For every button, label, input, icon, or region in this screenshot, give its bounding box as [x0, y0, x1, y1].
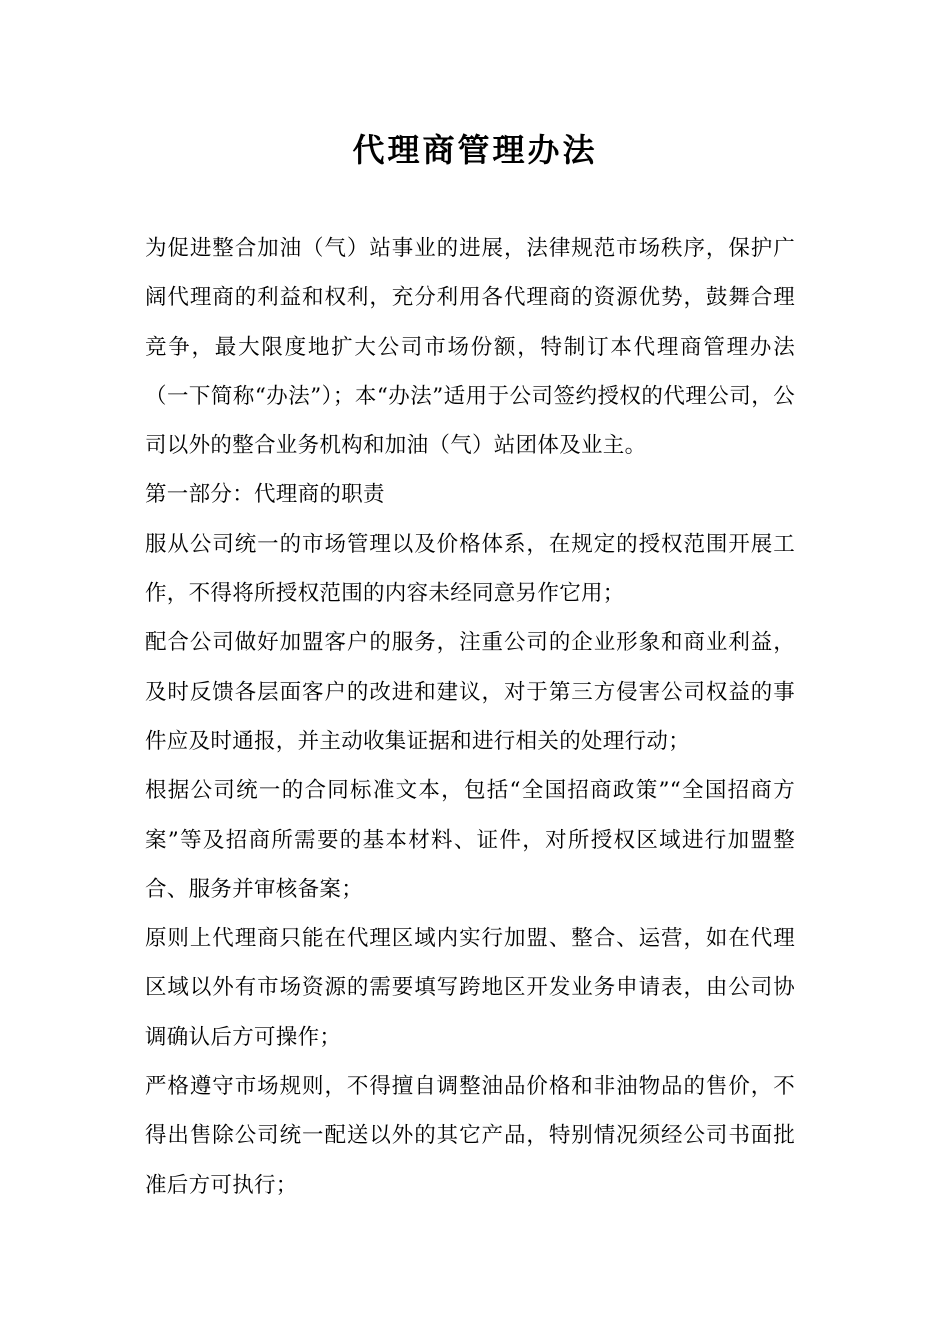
- section-heading: 第一部分：代理商的职责: [145, 482, 385, 508]
- document-title: 代理商管理办法: [352, 131, 598, 169]
- document-body: [145, 224, 795, 1210]
- duty-paragraph-4: 原则上代理商只能在代理区域内实行加盟、整合、运营，如在代理区域以外有市场资源的需要填写跨地区开发业务申请表，由公司协调确认后方可操作；: [145, 926, 795, 1050]
- duty-paragraph-2: 配合公司做好加盟客户的服务，注重公司的企业形象和商业利益，及时反馈各层面客户的改进和建议，对于第三方侵害公司权益的事件应及时通报，并主动收集证据和进行相关的处理行动；: [145, 630, 795, 754]
- duty-paragraph-5: 严格遵守市场规则，不得擅自调整油品价格和非油物品的售价，不得出售除公司统一配送以外的其它产品，特别情况须经公司书面批准后方可执行；: [145, 1074, 795, 1198]
- intro-paragraph: 为促进整合加油（气）站事业的进展，法律规范市场秩序，保护广阔代理商的利益和权利，充分利用各代理商的资源优势，鼓舞合理竞争，最大限度地扩大公司市场份额，特制订本代理商管理办法（一下简称“办法”）；本“办法”适用于公司签约授权的代理公司，公司以外的整合业务机构和加油（气）站团体及业主。: [145, 236, 795, 459]
- duty-paragraph-3: 根据公司统一的合同标准文本，包括“全国招商政策”“全国招商方案”等及招商所需要的基本材料、证件，对所授权区域进行加盟整合、服务并审核备案；: [145, 778, 795, 902]
- duty-paragraph-1: 服从公司统一的市场管理以及价格体系，在规定的授权范围开展工作，不得将所授权范围的内容未经同意另作它用；: [145, 531, 795, 607]
